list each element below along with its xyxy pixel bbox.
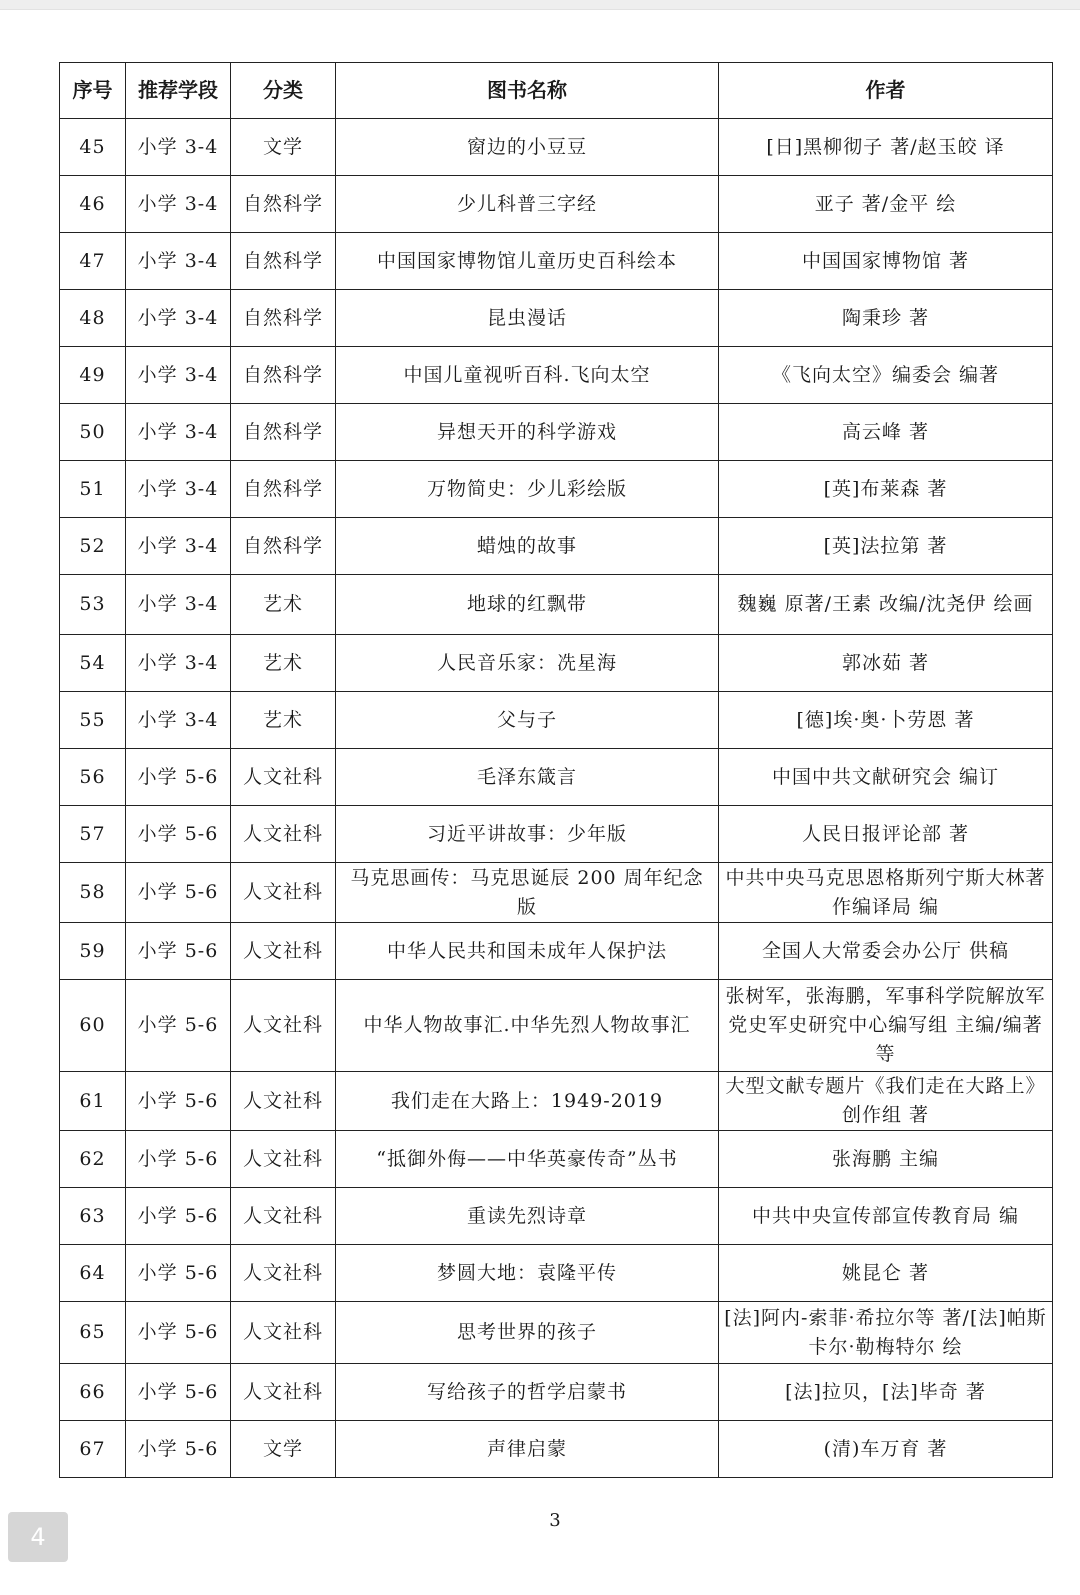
- cell-title: 中华人民共和国未成年人保护法: [336, 923, 719, 980]
- cell-author: (清)车万育 著: [719, 1421, 1053, 1478]
- cell-category: 艺术: [231, 692, 336, 749]
- cell-author: 郭冰茹 著: [719, 635, 1053, 692]
- cell-author: 陶秉珍 著: [719, 290, 1053, 347]
- cell-title: 父与子: [336, 692, 719, 749]
- cell-title: 写给孩子的哲学启蒙书: [336, 1364, 719, 1421]
- cell-title: 马克思画传：马克思诞辰 200 周年纪念版: [336, 863, 719, 923]
- header-author: 作者: [719, 63, 1053, 119]
- cell-index: 53: [60, 575, 126, 635]
- cell-title: 梦圆大地：袁隆平传: [336, 1245, 719, 1302]
- cell-grade: 小学 5-6: [126, 1421, 231, 1478]
- cell-category: 人文社科: [231, 863, 336, 923]
- cell-grade: 小学 3-4: [126, 290, 231, 347]
- table-header-row: [60, 63, 1053, 119]
- cell-index: 47: [60, 233, 126, 290]
- cell-category: 人文社科: [231, 1245, 336, 1302]
- cell-author: [英]布莱森 著: [719, 461, 1053, 518]
- cell-grade: 小学 3-4: [126, 518, 231, 575]
- cell-category: 自然科学: [231, 347, 336, 404]
- header-grade: 推荐学段: [126, 63, 231, 119]
- table-row: [60, 806, 1053, 863]
- header-index: 序号: [60, 63, 126, 119]
- cell-grade: 小学 3-4: [126, 176, 231, 233]
- table-row: [60, 1364, 1053, 1421]
- cell-title: 昆虫漫话: [336, 290, 719, 347]
- cell-category: 人文社科: [231, 749, 336, 806]
- cell-author: 中共中央马克思恩格斯列宁斯大林著作编译局 编: [719, 863, 1053, 923]
- cell-index: 60: [60, 980, 126, 1072]
- cell-title: 中国儿童视听百科.飞向太空: [336, 347, 719, 404]
- table-row: [60, 1245, 1053, 1302]
- cell-grade: 小学 3-4: [126, 461, 231, 518]
- cell-title: 中华人物故事汇.中华先烈人物故事汇: [336, 980, 719, 1072]
- table-body: [60, 119, 1053, 1478]
- table-row: [60, 404, 1053, 461]
- cell-grade: 小学 5-6: [126, 749, 231, 806]
- page-number: 3: [549, 1510, 561, 1531]
- cell-title: 万物简史：少儿彩绘版: [336, 461, 719, 518]
- cell-category: 文学: [231, 1421, 336, 1478]
- cell-category: 文学: [231, 119, 336, 176]
- cell-index: 46: [60, 176, 126, 233]
- cell-title: 地球的红飘带: [336, 575, 719, 635]
- cell-author: 《飞向太空》编委会 编著: [719, 347, 1053, 404]
- cell-title: 重读先烈诗章: [336, 1188, 719, 1245]
- table-row: [60, 980, 1053, 1072]
- table-row: [60, 290, 1053, 347]
- cell-author: 亚子 著/金平 绘: [719, 176, 1053, 233]
- cell-author: 高云峰 著: [719, 404, 1053, 461]
- cell-category: 人文社科: [231, 980, 336, 1072]
- cell-grade: 小学 3-4: [126, 404, 231, 461]
- cell-grade: 小学 5-6: [126, 1131, 231, 1188]
- cell-grade: 小学 3-4: [126, 119, 231, 176]
- table-row: [60, 518, 1053, 575]
- cell-author: [德]埃·奥·卜劳恩 著: [719, 692, 1053, 749]
- cell-author: 张树军，张海鹏，军事科学院解放军党史军史研究中心编写组 主编/编著 等: [719, 980, 1053, 1072]
- cell-grade: 小学 3-4: [126, 233, 231, 290]
- cell-category: 人文社科: [231, 1072, 336, 1131]
- cell-title: 异想天开的科学游戏: [336, 404, 719, 461]
- cell-title: 中国国家博物馆儿童历史百科绘本: [336, 233, 719, 290]
- cell-grade: 小学 5-6: [126, 1245, 231, 1302]
- cell-index: 57: [60, 806, 126, 863]
- cell-author: 中共中央宣传部宣传教育局 编: [719, 1188, 1053, 1245]
- cell-grade: 小学 5-6: [126, 1302, 231, 1364]
- cell-grade: 小学 5-6: [126, 806, 231, 863]
- cell-grade: 小学 5-6: [126, 1364, 231, 1421]
- cell-title: “抵御外侮——中华英豪传奇”丛书: [336, 1131, 719, 1188]
- cell-index: 64: [60, 1245, 126, 1302]
- cell-category: 自然科学: [231, 518, 336, 575]
- cell-index: 59: [60, 923, 126, 980]
- cell-author: 人民日报评论部 著: [719, 806, 1053, 863]
- cell-index: 54: [60, 635, 126, 692]
- cell-index: 50: [60, 404, 126, 461]
- cell-title: 窗边的小豆豆: [336, 119, 719, 176]
- cell-title: 少儿科普三字经: [336, 176, 719, 233]
- table-row: [60, 575, 1053, 635]
- cell-grade: 小学 5-6: [126, 863, 231, 923]
- page-badge[interactable]: 4: [8, 1512, 68, 1562]
- cell-category: 艺术: [231, 575, 336, 635]
- table-row: [60, 461, 1053, 518]
- cell-author: 大型文献专题片《我们走在大路上》创作组 著: [719, 1072, 1053, 1131]
- cell-index: 67: [60, 1421, 126, 1478]
- table-row: [60, 863, 1053, 923]
- cell-index: 66: [60, 1364, 126, 1421]
- table-row: [60, 347, 1053, 404]
- cell-grade: 小学 3-4: [126, 635, 231, 692]
- cell-title: 思考世界的孩子: [336, 1302, 719, 1364]
- cell-grade: 小学 5-6: [126, 1072, 231, 1131]
- cell-index: 49: [60, 347, 126, 404]
- cell-author: [英]法拉第 著: [719, 518, 1053, 575]
- cell-index: 63: [60, 1188, 126, 1245]
- table-row: [60, 692, 1053, 749]
- table-row: [60, 176, 1053, 233]
- header-title: 图书名称: [336, 63, 719, 119]
- cell-author: 张海鹏 主编: [719, 1131, 1053, 1188]
- cell-author: [法]阿内-索菲·希拉尔等 著/[法]帕斯卡尔·勒梅特尔 绘: [719, 1302, 1053, 1364]
- cell-category: 人文社科: [231, 1364, 336, 1421]
- table-row: [60, 635, 1053, 692]
- table-row: [60, 1131, 1053, 1188]
- cell-category: 人文社科: [231, 806, 336, 863]
- cell-category: 人文社科: [231, 923, 336, 980]
- cell-index: 52: [60, 518, 126, 575]
- header-category: 分类: [231, 63, 336, 119]
- table-row: [60, 233, 1053, 290]
- cell-index: 65: [60, 1302, 126, 1364]
- cell-grade: 小学 3-4: [126, 692, 231, 749]
- table-row: [60, 1302, 1053, 1364]
- table-row: [60, 1421, 1053, 1478]
- table-row: [60, 119, 1053, 176]
- cell-title: 蜡烛的故事: [336, 518, 719, 575]
- cell-grade: 小学 3-4: [126, 575, 231, 635]
- cell-author: 魏巍 原著/王素 改编/沈尧伊 绘画: [719, 575, 1053, 635]
- cell-title: 习近平讲故事：少年版: [336, 806, 719, 863]
- cell-category: 人文社科: [231, 1188, 336, 1245]
- cell-category: 自然科学: [231, 176, 336, 233]
- cell-category: 人文社科: [231, 1131, 336, 1188]
- cell-author: 姚昆仑 著: [719, 1245, 1053, 1302]
- table-row: [60, 1072, 1053, 1131]
- cell-grade: 小学 3-4: [126, 347, 231, 404]
- book-list-table: [59, 62, 1053, 1478]
- cell-title: 人民音乐家：冼星海: [336, 635, 719, 692]
- cell-category: 人文社科: [231, 1302, 336, 1364]
- cell-category: 自然科学: [231, 404, 336, 461]
- cell-author: 中国中共文献研究会 编订: [719, 749, 1053, 806]
- cell-category: 艺术: [231, 635, 336, 692]
- cell-index: 48: [60, 290, 126, 347]
- cell-grade: 小学 5-6: [126, 980, 231, 1072]
- cell-author: [日]黑柳彻子 著/赵玉皎 译: [719, 119, 1053, 176]
- table-row: [60, 923, 1053, 980]
- cell-index: 56: [60, 749, 126, 806]
- cell-title: 毛泽东箴言: [336, 749, 719, 806]
- table-row: [60, 1188, 1053, 1245]
- top-bar: [0, 0, 1080, 10]
- cell-index: 51: [60, 461, 126, 518]
- cell-grade: 小学 5-6: [126, 1188, 231, 1245]
- cell-title: 声律启蒙: [336, 1421, 719, 1478]
- cell-index: 58: [60, 863, 126, 923]
- cell-category: 自然科学: [231, 290, 336, 347]
- cell-category: 自然科学: [231, 233, 336, 290]
- cell-author: 全国人大常委会办公厅 供稿: [719, 923, 1053, 980]
- cell-author: [法]拉贝，[法]毕奇 著: [719, 1364, 1053, 1421]
- cell-title: 我们走在大路上：1949-2019: [336, 1072, 719, 1131]
- cell-grade: 小学 5-6: [126, 923, 231, 980]
- cell-index: 45: [60, 119, 126, 176]
- cell-index: 61: [60, 1072, 126, 1131]
- cell-index: 55: [60, 692, 126, 749]
- cell-index: 62: [60, 1131, 126, 1188]
- cell-category: 自然科学: [231, 461, 336, 518]
- cell-author: 中国国家博物馆 著: [719, 233, 1053, 290]
- table-row: [60, 749, 1053, 806]
